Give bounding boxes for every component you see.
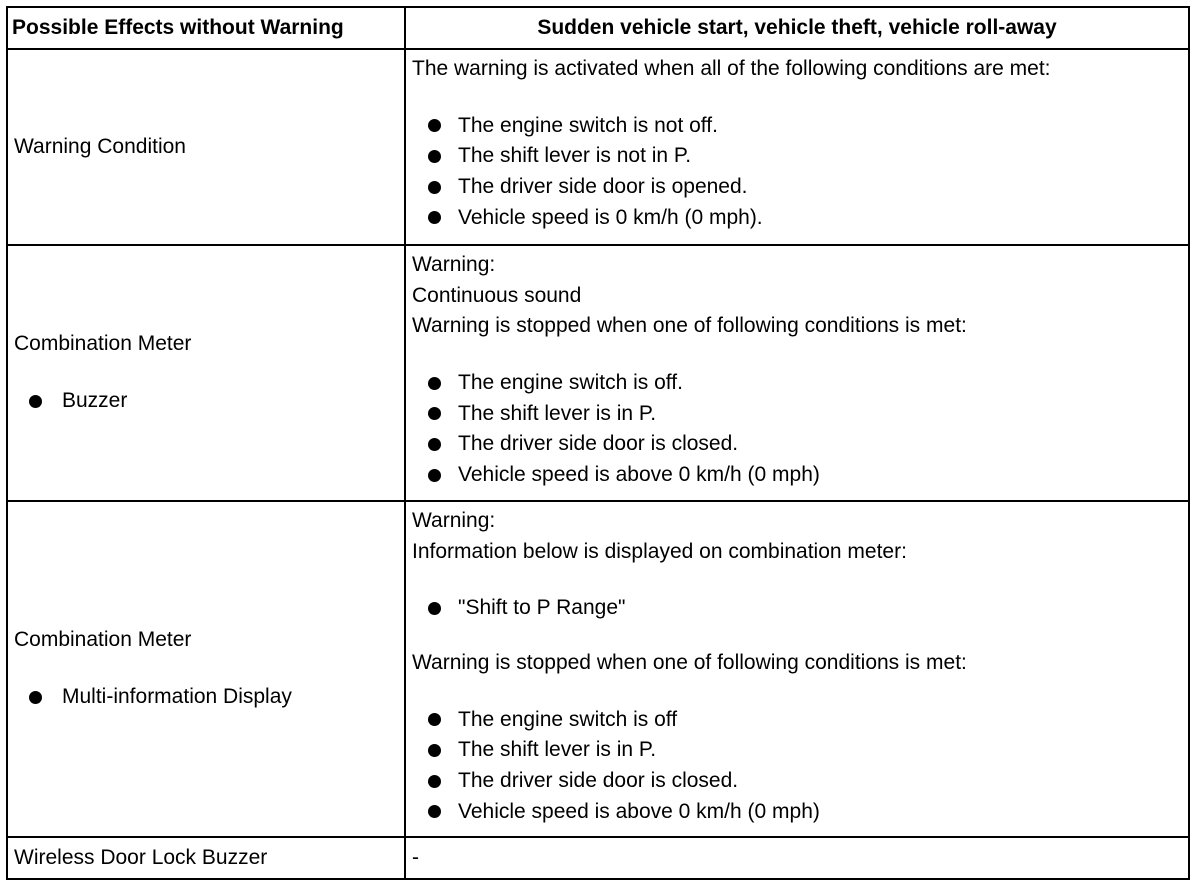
stop-condition-intro: Warning is stopped when one of following conditions is met: xyxy=(412,314,967,338)
warning-heading: Warning: xyxy=(412,253,496,276)
warning-heading: Warning: xyxy=(412,509,496,532)
table-header-row xyxy=(7,7,1189,49)
list-item: The shift lever is in P. xyxy=(428,735,1182,766)
display-message-list xyxy=(412,593,1182,624)
bullet-icon xyxy=(428,181,441,194)
row-label: Combination Meter xyxy=(14,628,192,652)
bullet-icon xyxy=(428,469,441,482)
header-effects-description: Sudden vehicle start, vehicle theft, vehicle roll-away xyxy=(405,7,1189,49)
row-content-cell xyxy=(405,49,1189,245)
bullet-icon xyxy=(428,211,441,224)
bullet-icon xyxy=(428,150,441,163)
sub-item: Buzzer xyxy=(14,386,398,417)
table-row-combination-meter-buzzer xyxy=(7,245,1189,501)
row-value: - xyxy=(412,845,419,869)
row-content-cell xyxy=(405,245,1189,501)
table-row-combination-meter-display xyxy=(7,501,1189,837)
row-content-cell xyxy=(405,837,1189,879)
list-item: Vehicle speed is above 0 km/h (0 mph) xyxy=(428,460,1182,491)
list-item: "Shift to P Range" xyxy=(428,593,1182,624)
bullet-icon xyxy=(428,377,441,390)
row-label-cell xyxy=(7,837,405,879)
stop-condition-intro: Warning is stopped when one of following conditions is met: xyxy=(412,650,967,674)
bullet-icon xyxy=(428,805,441,818)
list-item: The engine switch is off. xyxy=(428,368,1182,399)
table-row-wireless-door-lock xyxy=(7,837,1189,879)
row-label-cell xyxy=(7,501,405,837)
warning-detail: Continuous sound xyxy=(412,283,582,307)
row-label-cell xyxy=(7,245,405,501)
row-label: Warning Condition xyxy=(14,134,186,158)
list-item: Vehicle speed is 0 km/h (0 mph). xyxy=(428,203,1182,234)
bullet-icon xyxy=(428,713,441,726)
row-content-cell xyxy=(405,501,1189,837)
bullet-icon xyxy=(428,775,441,788)
bullet-icon xyxy=(428,119,441,132)
stop-condition-list xyxy=(412,368,1182,491)
warning-detail: Information below is displayed on combination meter: xyxy=(412,539,907,563)
table-row-warning-condition xyxy=(7,49,1189,245)
condition-list xyxy=(412,111,1182,234)
row-label: Combination Meter xyxy=(14,332,192,356)
bullet-icon xyxy=(428,744,441,757)
bullet-icon xyxy=(29,691,42,704)
sub-item: Multi-information Display xyxy=(14,682,398,713)
warning-effects-table xyxy=(6,6,1190,880)
list-item: The shift lever is in P. xyxy=(428,399,1182,430)
list-item: The engine switch is not off. xyxy=(428,111,1182,142)
list-item: The driver side door is opened. xyxy=(428,172,1182,203)
bullet-icon xyxy=(428,438,441,451)
list-item: The shift lever is not in P. xyxy=(428,141,1182,172)
condition-intro: The warning is activated when all of the following conditions are met: xyxy=(412,57,1051,80)
list-item: The driver side door is closed. xyxy=(428,429,1182,460)
header-possible-effects: Possible Effects without Warning xyxy=(7,7,405,49)
bullet-icon xyxy=(428,407,441,420)
bullet-icon xyxy=(29,395,42,408)
list-item: The driver side door is closed. xyxy=(428,766,1182,797)
list-item: Vehicle speed is above 0 km/h (0 mph) xyxy=(428,797,1182,828)
row-label-cell xyxy=(7,49,405,245)
row-label: Wireless Door Lock Buzzer xyxy=(14,845,268,869)
stop-condition-list xyxy=(412,705,1182,828)
bullet-icon xyxy=(428,602,441,615)
list-item: The engine switch is off xyxy=(428,705,1182,736)
